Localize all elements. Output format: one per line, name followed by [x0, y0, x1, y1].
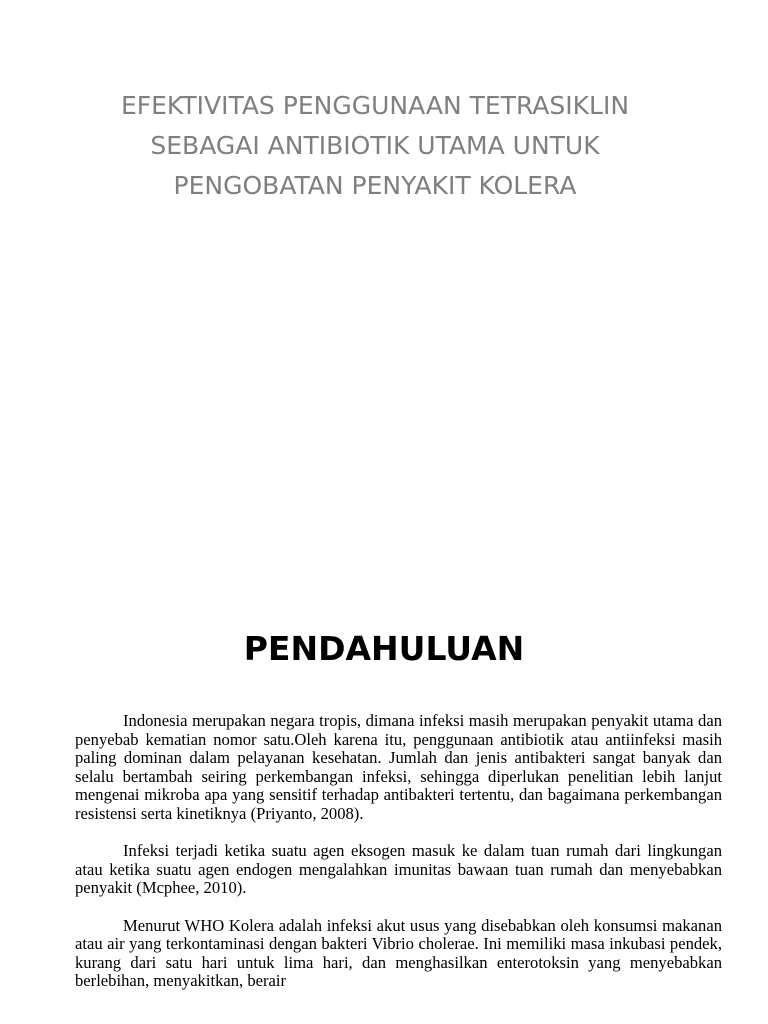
paragraph-2: Infeksi terjadi ketika suatu agen eksogen masuk ke dalam tuan rumah dari lingkungan atau ketika suatu agen endogen mengalahkan imunitas bawaan tuan rumah dan menyebabkan penyakit (Mcphee, 2010).: [75, 841, 722, 897]
body-text: [75, 712, 722, 1010]
document-title: [60, 86, 690, 206]
paragraph-3: Menurut WHO Kolera adalah infeksi akut usus yang disebabkan oleh konsumsi makanan atau air yang terkontaminasi dengan bakteri Vibrio cholerae. Ini memiliki masa inkubasi pendek, kurang dari satu hari untuk lima hari, dan menghasilkan enterotoksin yang menyebabkan berlebihan, menyakitkan, berair: [75, 915, 722, 990]
title-line-1: EFEKTIVITAS PENGGUNAAN TETRASIKLIN: [120, 91, 630, 120]
title-line-2: SEBAGAI ANTIBIOTIK UTAMA UNTUK: [150, 131, 600, 160]
paragraph-1: Indonesia merupakan negara tropis, dimana infeksi masih merupakan penyakit utama dan penyebab kematian nomor satu.Oleh karena itu, penggunaan antibiotik atau antiinfeksi masih paling dominan dalam pelayanan kesehatan. Jumlah dan jenis antibakteri sangat banyak dan selalu bertambah seiring perkembangan infeksi, sehingga diperlukan penelitian lebih lanjut mengenai mikroba apa yang sensitif terhadap antibakteri tertentu, dan bagaimana perkembangan resistensi serta kinetiknya (Priyanto, 2008).: [75, 711, 722, 823]
section-heading: PENDAHULUAN: [243, 629, 525, 668]
title-line-3: PENGOBATAN PENYAKIT KOLERA: [173, 171, 577, 200]
